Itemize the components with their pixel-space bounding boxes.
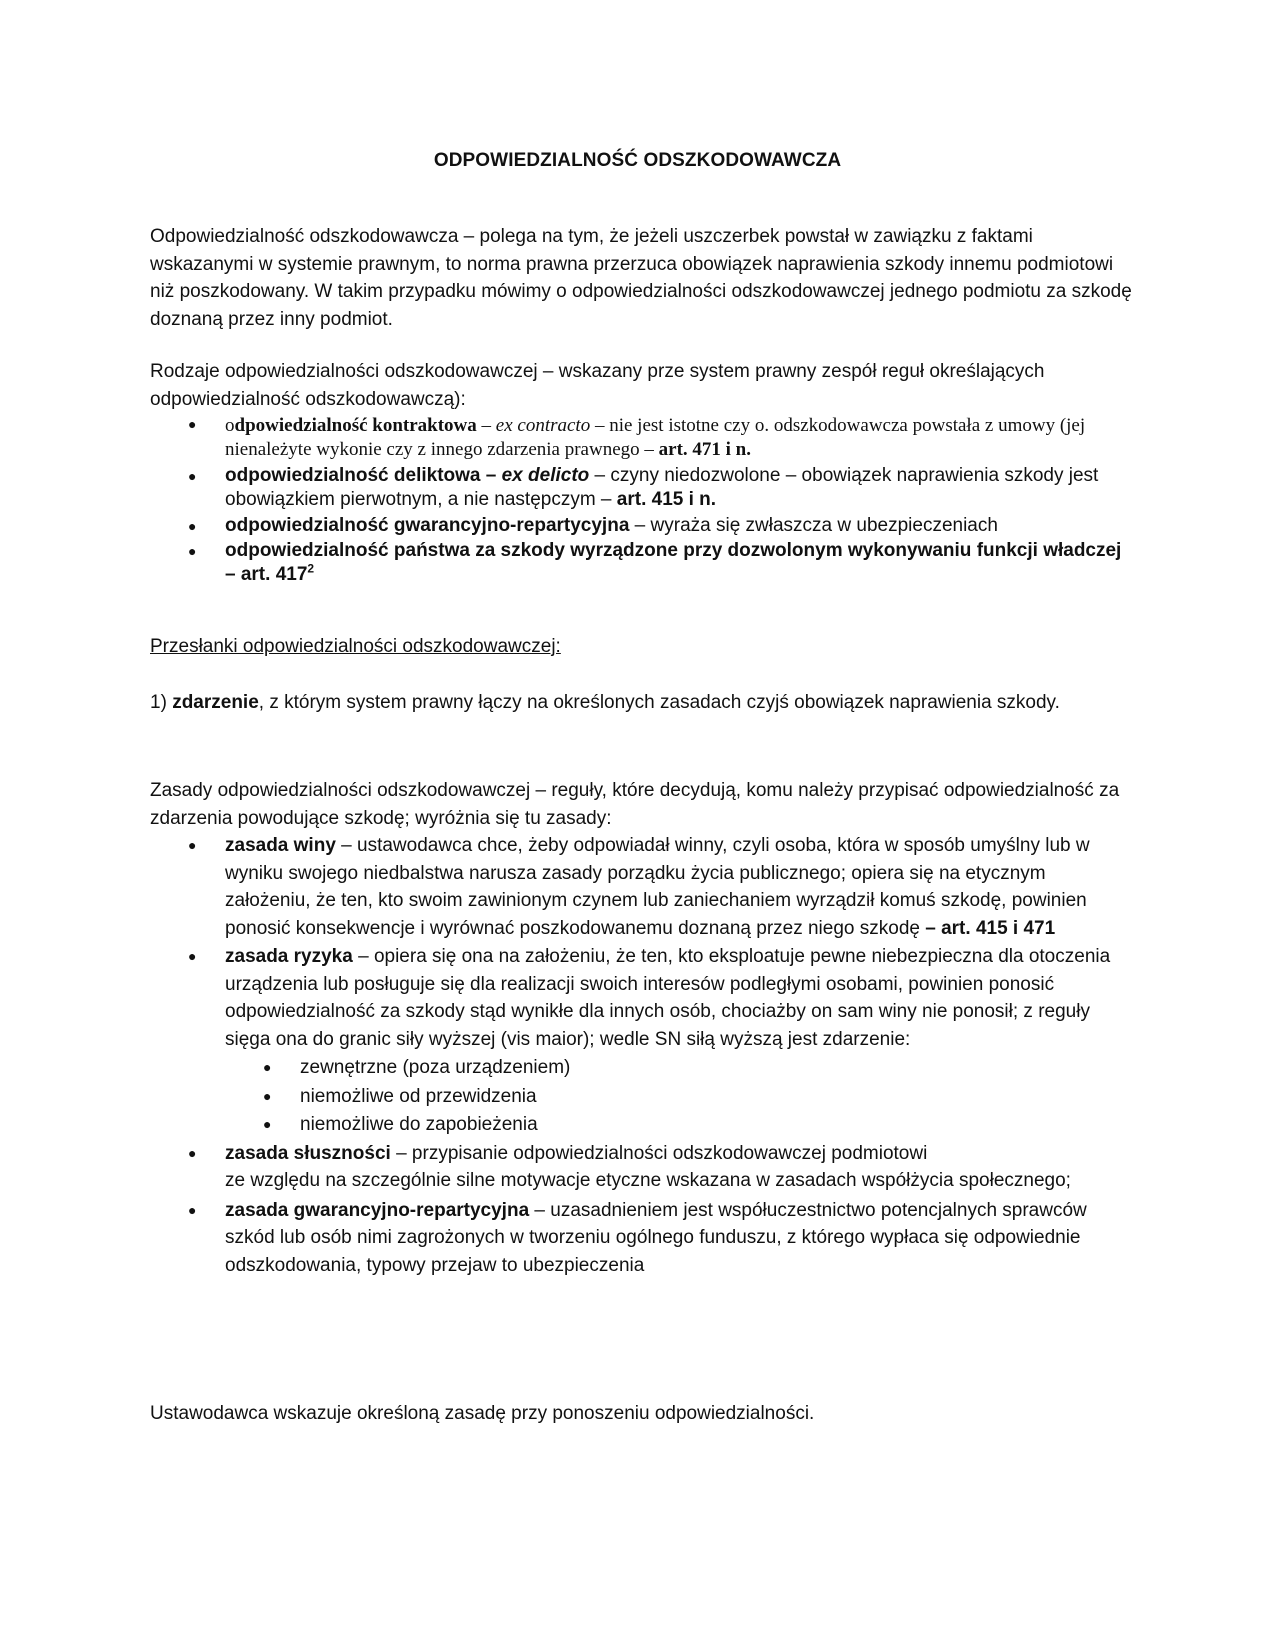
types-list — [150, 414, 1135, 587]
principles-list — [150, 832, 1135, 1279]
intro-definition: – polega na tym, że jeżeli uszczerbek powstał w zawiązku z faktami wskazanymi w systemie prawnym, to norma prawna przerzuca obowiązek naprawienia szkody innemu podmiotowi niż poszkodowany. W takim przypadku mówimy o odpowiedzialności odszkodowawczej jednego podmiotu za szkodę doznaną przez inny podmiot. — [150, 226, 1132, 330]
premise-1: 1) zdarzenie, z którym system prawny łączy na określonych zasadach czyjś obowiązek naprawienia szkody. — [150, 692, 1060, 713]
sub-list-item: ● niemożliwe do zapobieżenia — [150, 1111, 1135, 1139]
list-item: ● zasada winy – ustawodawca chce, żeby odpowiadał winny, czyli osoba, która w sposób umyślny lub w wyniku swojego niedbalstwa narusza zasady porządku życia publicznego; opiera się na etycznym założeniu, że ten, kto swoim zawinionym czynem lub zaniechaniem wyrządził komuś szkodę, powinien ponosić konsekwencje i wyrównać poszkodowanemu doznaną przez niego szkodę – art. 415 i 471 — [150, 832, 1135, 942]
principles-section — [150, 777, 1135, 1279]
list-item: ● zasada słuszności – przypisanie odpowiedzialności odszkodowawczej podmiotowi ze względu na szczególnie silne motywacje etyczne wskazana w zasadach współżycia społecznego; — [150, 1140, 1135, 1195]
list-item: ● odpowiedzialność deliktowa – ex delicto – czyny niedozwolone – obowiązek naprawienia szkody jest obowiązkiem pierwotnym, a nie następczym – art. 415 i n. — [150, 464, 1135, 512]
list-item: ● zasada ryzyka – opiera się ona na założeniu, że ten, kto eksploatuje pewne niebezpieczna dla otoczenia urządzenia lub posługuje się dla realizacji swoich interesów podległymi osobami, powinien ponosić odpowiedzialność za szkody stąd wynikłe dla innych osób, chociażby on sam winy nie ponosił; z reguły sięga ona do granic siły wyższej (vis maior); wedle SN siłą wyższą jest zdarzenie: — [150, 943, 1135, 1053]
page-title: ODPOWIEDZIALNOŚĆ ODSZKODOWAWCZA — [433, 150, 842, 171]
intro-term: Odpowiedzialność odszkodowawcza — [150, 226, 459, 247]
types-section — [150, 358, 1135, 587]
types-lead: Rodzaje odpowiedzialności odszkodowawczej – wskazany prze system prawny zespół reguł określających odpowiedzialność odszkodowawczą): — [150, 361, 1045, 410]
principles-lead: Zasady odpowiedzialności odszkodowawczej – reguły, które decydują, komu należy przypisać odpowiedzialność za zdarzenia powodujące szkodę; wyróżnia się tu zasady: — [150, 780, 1120, 829]
list-item: ● odpowiedzialność gwarancyjno-repartycyjna – wyraża się zwłaszcza w ubezpieczeniach — [150, 514, 1135, 538]
closing-paragraph: Ustawodawca wskazuje określoną zasadę przy ponoszeniu odpowiedzialności. — [150, 1403, 815, 1424]
intro-paragraph — [150, 223, 1135, 333]
premises-heading: Przesłanki odpowiedzialności odszkodowawczej: — [150, 636, 561, 657]
list-item: ● odpowiedzialność państwa za szkody wyrządzone przy dozwolonym wykonywaniu funkcji władczej – art. $417^2$ — [150, 539, 1135, 587]
list-item: ● odpowiedzialność kontraktowa – ex contracto – nie jest istotne czy o. odszkodowawcza powstała z umowy (jej nienależyte wykonie czy z innego zdarzenia prawnego – art. 471 i n. — [150, 414, 1135, 462]
list-item: ● zasada gwarancyjno-repartycyjna – uzasadnieniem jest współuczestnictwo potencjalnych sprawców szkód lub osób nimi zagrożonych w tworzeniu ogólnego funduszu, z którego wypłaca się odpowiednie odszkodowania, typowy przejaw to ubezpieczenia — [150, 1197, 1135, 1280]
sub-list-item: ● zewnętrzne (poza urządzeniem) — [150, 1054, 1135, 1082]
sub-list-item: ● niemożliwe od przewidzenia — [150, 1083, 1135, 1111]
